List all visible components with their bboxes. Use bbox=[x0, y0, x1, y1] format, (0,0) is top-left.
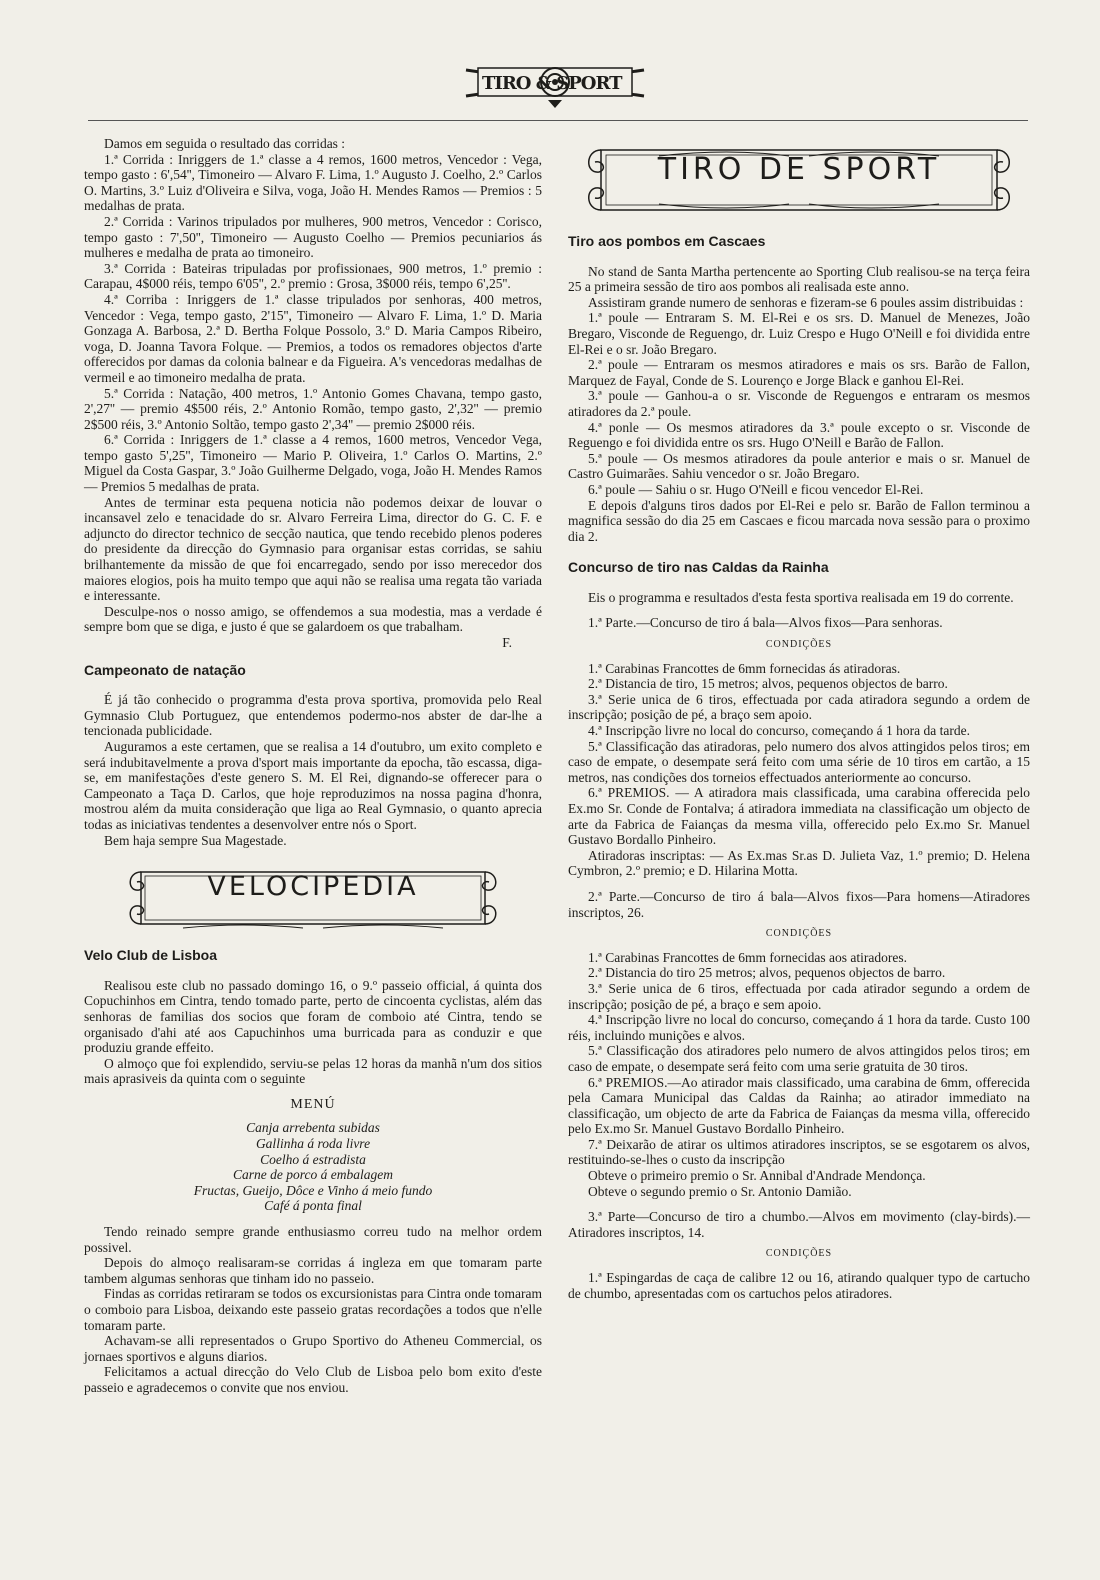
velo-after-paragraph: Tendo reinado sempre grande enthusiasmo correu tudo na melhor ordem possivel. bbox=[84, 1224, 542, 1255]
tiro-de-sport-title: TIRO DE SPORT bbox=[657, 152, 941, 187]
corrida-3: 3.ª Corrida : Bateiras tripuladas por profissionaes, 900 metros, 1.º premio : Carapau, 4$000 réis, tempo 6'05'', 2.º premio : Grosa, 3$000 réis, tempo 6',25''. bbox=[84, 260, 542, 292]
pombos-paragraph: 5.ª poule — Os mesmos atiradores da poule anterior e mais o sr. Manuel de Castro Guimarães. Sahiu vencedor o sr. João Bregaro. bbox=[568, 450, 1030, 482]
condicoes-label: CONDIÇÕES bbox=[765, 1248, 833, 1260]
parte1-item: 5.ª Classificação das atiradoras, pelo numero dos alvos attingidos pelos tiros; em caso de empate, o desempate será feito com uma série de 10 tiros em cartão, a 15 metros, nas condições dos torneios effectuados anteriormente ao concurso. bbox=[568, 738, 1030, 785]
pombos-paragraph: 4.ª ponle — Os mesmos atiradores da 3.ª poule excepto o sr. Visconde de Reguengo e foi dividida entre os srs. Hugo O'Neill e Barão de Fallon. bbox=[568, 419, 1030, 451]
natacao-paragraph: Auguramos a este certamen, que se realisa a 14 d'outubro, um exito completo e será indubitavelmente a prova d'sport mais importante da epocha, tão escassa, diga-se, em manifestações d'este genero S. M. El Rei, dignando-se offerecer para o Campeonato a Taça D. Carlos, que hoje reproduzimos na nossa pagina d'honra, mostrou além da muita consideração que liga ao Real Gymnasio, o quanto aprecia todas as iniciativas tendentes a desenvolver entre nós o Sport. bbox=[84, 738, 542, 832]
menu-list bbox=[84, 1120, 542, 1214]
pombos-paragraph: 1.ª poule — Entraram S. M. El-Rei e os srs. D. Manuel de Menezes, João Bregaro, Visconde de Reguengo, dr. Luiz Crespo e Hugo O'Neill e foi dividida entre El-Rei e o sr. João Bregaro. bbox=[568, 310, 1030, 357]
menu-item: Canja arrebenta subidas bbox=[246, 1120, 380, 1136]
parte1-item: 3.ª Serie unica de 6 tiros, effectuada por cada atiradora segundo a ordem de inscripção; posição de pé, a braço sem apoio. bbox=[568, 691, 1030, 723]
natacao-paragraph: Bem haja sempre Sua Magestade. bbox=[104, 832, 287, 848]
velo-paragraph: Realisou este club no passado domingo 16, o 9.º passeio official, á quinta dos Copuchinhos em Cintra, tendo tomado parte, perto de cincoenta cyclistas, além das senhoras de familias dos socios que foram de comboio até Cintra, tendo se organisado d'ahi até aos Capuchinhos uma burricada para as conduzir e que produziu grande effeito. bbox=[84, 977, 542, 1056]
corrida-5: 5.ª Corrida : Natação, 400 metros, 1.º Antonio Gomes Chavana, tempo gasto, 2',27'' — premio 4$500 réis, 2.º Antonio Romão, tempo gasto, 2',32'' — premio 2$500 réis, 3.º Antonio Soltão, tempo gasto 2',34'' — premio 2$000 réis. bbox=[84, 385, 542, 432]
section-heading-velo-club: Velo Club de Lisboa bbox=[84, 947, 218, 964]
parte2-item: 5.ª Classificação dos atiradores pelo numero de alvos attingidos pelos tiros; em caso de empate, o desempate será feito com uma serie gratuita de 30 tiros. bbox=[568, 1043, 1030, 1074]
pombos-paragraph: Assistiram grande numero de senhoras e fizeram-se 6 poules assim distribuidas : bbox=[588, 294, 1024, 310]
section-heading-natacao: Campeonato de natação bbox=[84, 661, 246, 678]
parte2-item: 2.ª Distancia do tiro 25 metros; alvos, pequenos objectos de barro. bbox=[588, 965, 946, 981]
velo-after-paragraph: Achavam-se alli representados o Grupo Sportivo do Atheneu Commercial, os jornaes sportivos e alguns diarios. bbox=[84, 1333, 542, 1364]
pombos-paragraph: E depois d'alguns tiros dados por El-Rei e pelo sr. Barão de Fallon terminou a magnifica sessão do dia 25 em Cascaes e ficou marcada nova sessão para o proximo dia 2. bbox=[568, 497, 1030, 544]
signature: F. bbox=[502, 635, 512, 650]
menu-item: Café á ponta final bbox=[264, 1198, 362, 1214]
velo-paragraph: O almoço que foi explendido, serviu-se pelas 12 horas da manhã n'um dos sitios mais aprasiveis da quinta com o seguinte bbox=[84, 1055, 542, 1087]
parte2-item: 7.ª Deixarão de atirar os ultimos atiradores inscriptos, se se esgotarem os alvos, restituindo-se-lhes o custo da inscripção bbox=[568, 1136, 1030, 1168]
velo-after-paragraph: Felicitamos a actual direcção do Velo Club de Lisboa pelo bom exito d'este passeio e agradecemos o convite que nos enviou. bbox=[84, 1364, 542, 1395]
menu-item: Carne de porco á embalagem bbox=[233, 1167, 393, 1183]
pombos-paragraph: No stand de Santa Martha pertencente ao Sporting Club realisou-se na terça feira 25 a primeira sessão de tiro aos pombos ali realisada este anno. bbox=[568, 263, 1030, 295]
parte2-item: 4.ª Inscripção livre no local do concurso, começando á 1 hora da tarde. Custo 100 réis, incluindo munições e alvos. bbox=[568, 1012, 1030, 1043]
parte3-item: 1.ª Espingardas de caça de calibre 12 ou 16, atirando qualquer typo de cartucho de chumbo, apresentadas com os cartuchos pelos atiradores. bbox=[568, 1270, 1030, 1301]
left-column bbox=[84, 136, 542, 1396]
section-heading-pombos: Tiro aos pombos em Cascaes bbox=[568, 233, 766, 249]
parte1-item: 1.ª Carabinas Francottes de 6mm fornecidas ás atiradoras. bbox=[588, 660, 901, 676]
right-column bbox=[568, 136, 1030, 1301]
intro-text: Damos em seguida o resultado das corridas : bbox=[104, 136, 346, 151]
velo-after-paragraph: Findas as corridas retiraram se todos os excursionistas para Cintra onde tomaram o comboio para Lisboa, deixando este passeio gratas recordações a todos que n'elle tomaram parte. bbox=[84, 1286, 542, 1333]
condicoes-label: CONDIÇÕES bbox=[765, 639, 833, 651]
parte2-title: 2.ª Parte.—Concurso de tiro á bala—Alvos fixos—Para homens—Atiradores inscriptos, 26. bbox=[568, 888, 1030, 920]
masthead-text: TIRO & SPORT bbox=[482, 73, 622, 94]
corrida-4: 4.ª Corriba : Inriggers de 1.ª classe tripulados por senhoras, 400 metros, Vencedor : Vega, tempo gasto, 2'15'', Timoneiro — Alvaro F. Lima, 1.º D. Maria Gonzaga A. Barbosa, 2.ª D. Bertha Folque Possolo, 3.º D. Maria Campos Ribeiro, voga, D. Joanna Tavora Folque. — Premios, a todos os remadores objectos d'arte offerecidos por damas da colonia balnear e da Figueira. A's vencedoras medalhas de vermeil e ao timoneiro medalha de prata. bbox=[84, 291, 542, 385]
closing-paragraph: Antes de terminar esta pequena noticia não podemos deixar de louvar o incansavel zelo e tenacidade do sr. Alvaro Ferreira Lima, director do G. C. F. e adjuncto do director technico de secção nautica, que tendo recebido plenos poderes do presidente da direcção do Gymnasio para organisar estas corridas, se sahiu brilhantemente da missão de que foi encarregado, sendo por isso merecedor dos maiores elogios, pois ha muito tempo que aqui não se realisa uma regata tão variada e interessante. bbox=[84, 494, 542, 604]
pombos-paragraph: 3.ª poule — Ganhou-a o sr. Visconde de Reguengos e entraram os mesmos atiradores da 2.ª poule. bbox=[568, 388, 1030, 419]
velocipedia-banner bbox=[123, 862, 503, 934]
condicoes-label: CONDIÇÕES bbox=[765, 928, 833, 940]
parte1-title: 1.ª Parte.—Concurso de tiro á bala—Alvos fixos—Para senhoras. bbox=[588, 615, 943, 631]
menu-title: MENÚ bbox=[290, 1096, 336, 1112]
velo-after-paragraph: Depois do almoço realisaram-se corridas á ingleza em que tomaram parte tambem algumas senhoras que tinham ido no passeio. bbox=[84, 1255, 542, 1286]
parte2-item: Obteve o primeiro premio o Sr. Annibal d'Andrade Mendonça. bbox=[588, 1168, 926, 1184]
pombos-paragraph: 6.ª poule — Sahiu o sr. Hugo O'Neill e ficou vencedor El-Rei. bbox=[588, 481, 924, 497]
menu-item: Coelho á estradista bbox=[260, 1151, 366, 1167]
corrida-1: 1.ª Corrida : Inriggers de 1.ª classe a 4 remos, 1600 metros, Vencedor : Vega, tempo gasto : 6',54'', Timoneiro — Alvaro F. Lima, 1.º Augusto J. Coelho, 2.º Carlos O. Martins, 3.º Luiz d'Oliveira e Silva, voga, João H. Mendes Ramos — Premios : 5 medalhas de prata. bbox=[84, 151, 542, 214]
pombos-paragraph: 2.ª poule — Entraram os mesmos atiradores e mais os srs. Barão de Fallon, Marquez de Fayal, Conde de S. Lourenço e Jorge Black e ganhou El-Rei. bbox=[568, 357, 1030, 388]
masthead-logo bbox=[460, 56, 650, 112]
menu-item: Fructas, Gueijo, Dôce e Vinho á meio fundo bbox=[193, 1182, 433, 1198]
masthead-rule bbox=[88, 120, 1028, 121]
parte3-title: 3.ª Parte—Concurso de tiro a chumbo.—Alvos em movimento (clay-birds).—Atiradores inscriptos, 14. bbox=[568, 1209, 1030, 1240]
parte2-item: 6.ª PREMIOS.—Ao atirador mais classificado, uma carabina de 6mm, offerecida pela Camara Municipal das Caldas da Rainha; ao atirador immediato na classificação, um objecto de arte da Fabrica de Faianças da mesma villa, offerecido pelo Ex.mo Sr. Manuel Gustavo Bordallo Pinheiro. bbox=[568, 1074, 1030, 1137]
parte2-item: Obteve o segundo premio o Sr. Antonio Damião. bbox=[588, 1183, 852, 1199]
corrida-2: 2.ª Corrida : Varinos tripulados por mulheres, 900 metros, Vencedor : Corisco, tempo gasto : 7',50'', Timoneiro — Augusto Coelho — Premios pecuniarios ás mulheres e medalha de prata ao timoneiro. bbox=[84, 213, 542, 261]
section-heading-caldas: Concurso de tiro nas Caldas da Rainha bbox=[568, 559, 829, 576]
closing-paragraph: Desculpe-nos o nosso amigo, se offendemos a sua modestia, mas a verdade é sempre bom que se diga, e justo é que se galardoem os que trabalham. bbox=[84, 603, 542, 635]
parte2-item: 1.ª Carabinas Francottes de 6mm fornecidas aos atiradores. bbox=[588, 949, 907, 965]
velocipedia-title: VELOCIPEDIA bbox=[207, 871, 419, 903]
natacao-paragraph: É já tão conhecido o programma d'esta prova sportiva, promovida pelo Real Gymnasio Club Portuguez, que entendemos podermo-nos abster de dar-lhe a tencionada publicidade. bbox=[84, 692, 542, 739]
parte1-item: Atiradoras inscriptas: — As Ex.mas Sr.as D. Julieta Vaz, 1.º premio; D. Helena Cymbron, 2.º premio; e D. Hilarina Motta. bbox=[568, 847, 1030, 879]
menu-item: Gallinha á roda livre bbox=[255, 1136, 371, 1152]
parte2-item: 3.ª Serie unica de 6 tiros, effectuada por cada atirador segundo a ordem de inscripção; posição de pé, a braço e sem apoio. bbox=[568, 980, 1030, 1012]
parte1-item: 6.ª PREMIOS. — A atiradora mais classificada, uma carabina offerecida pelo Ex.mo Sr. Conde de Fontalva; á atiradora immediata na classificação um objecto de arte da Fabrica de Faianças da mesma villa, offerecido pelo Ex.mo Sr. Manuel Gustavo Bordallo Pinheiro. bbox=[568, 785, 1030, 848]
tiro-de-sport-banner bbox=[579, 140, 1019, 220]
parte1-item: 4.ª Inscripção livre no local do concurso, começando á 1 hora da tarde. bbox=[588, 723, 970, 739]
parte1-item: 2.ª Distancia de tiro, 15 metros; alvos, pequenos objectos de barro. bbox=[588, 676, 948, 692]
caldas-intro: Eis o programma e resultados d'esta festa sportiva realisada em 19 do corrente. bbox=[588, 589, 1014, 605]
corrida-6: 6.ª Corrida : Inriggers de 1.ª classe a 4 remos, 1600 metros, Vencedor Vega, tempo gasto 5',25'', Timoneiro — Mario P. Oliveira, 1.º Carlos O. Martins, 2.º Miguel da Costa Gaspar, 3.º João Guilherme Delgado, voga, João H. Mendes Ramos — Premios 5 medalhas de prata. bbox=[84, 432, 542, 495]
